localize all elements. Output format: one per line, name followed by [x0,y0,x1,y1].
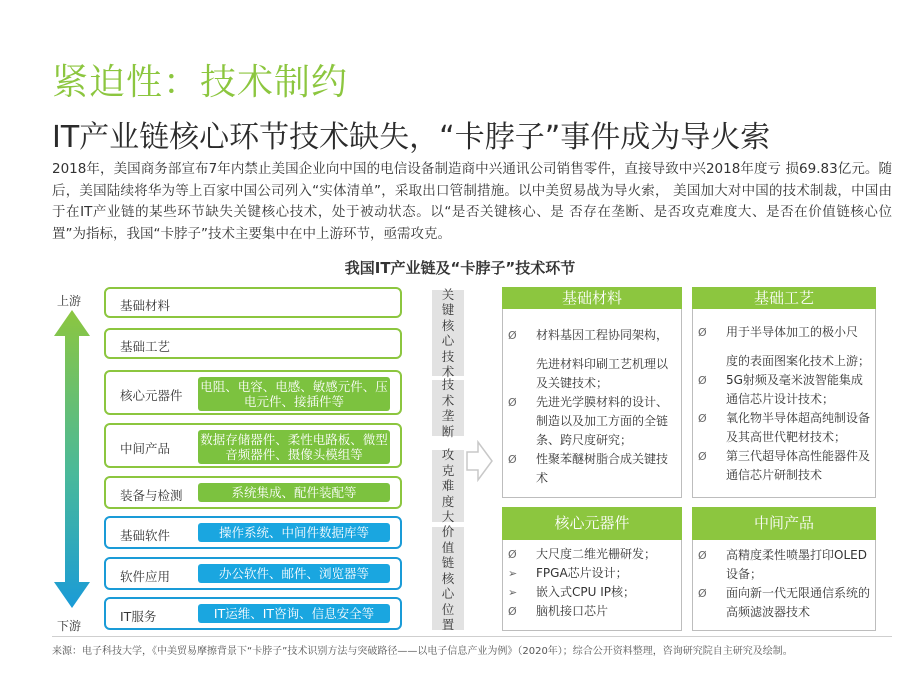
list-item: Ø 材料基因工程协同架构， [508,326,678,345]
panel-body-intermediate [698,546,872,622]
chain-row-label: 基础材料 [120,298,171,313]
chart-title: 我国IT产业链及“卡脖子”技术环节 [344,259,576,277]
chain-row-tag: 办公软件、邮件、浏览器等 [198,564,390,583]
upstream-label: 上游 [57,294,82,308]
up-down-arrow-icon [52,308,92,610]
criteria-label: 价值链核心位置 [441,524,455,633]
panel-body-process [698,323,872,485]
chain-row-tag: 电阻、电容、电感、敏感元件、压电元件、接插件等 [198,377,390,411]
chain-row-label: 装备与检测 [120,488,183,503]
chain-row-intermediate-products [104,423,402,468]
chain-row-basic-software [104,516,402,549]
chain-row-core-components [104,370,402,415]
criteria-label: 攻克难度大 [441,447,455,525]
list-item: Ø 第三代超导体高性能器件及通信芯片研制技术 [698,449,871,482]
list-item: Ø 5G射频及毫米波智能集成通信芯片设计技术； [698,373,863,406]
chain-row-software-apps [104,557,402,590]
criteria-difficulty [432,447,464,525]
list-item: ➢ 嵌入式CPU IP核； [508,583,678,602]
chain-row-label: IT服务 [120,609,157,624]
page-subtitle: IT产业链核心环节技术缺失，“卡脖子”事件成为导火索 [52,120,771,155]
panel-title: 中间产品 [692,507,876,540]
chain-row-tag: 数据存储器件、柔性电路板、微型音频器件、摄像头模组等 [198,430,390,464]
list-item: 度的表面图案化技术上游； [726,354,871,368]
arrow-bullet-icon: ➢ [508,586,518,599]
criteria-label: 关键核心技术 [441,286,455,379]
list-item: Ø 氧化物半导体超高纯制设备及其高世代靶材技术； [698,411,871,444]
footer-divider [52,636,892,637]
downstream-label: 下游 [57,619,82,633]
list-item: 先进材料印刷工艺机理以及关键技术； [536,357,669,390]
list-item: Ø 性聚苯醚树脂合成关键技术 [508,452,669,485]
chain-row-label: 软件应用 [120,569,171,584]
bullet-icon: Ø [698,374,707,387]
chain-row-label: 核心元器件 [120,388,183,403]
chain-row-tag: 操作系统、中间件数据库等 [198,523,390,542]
panel-title: 基础材料 [502,287,682,309]
bullet-icon: Ø [698,450,707,463]
chain-row-label: 中间产品 [120,441,171,456]
bullet-icon: Ø [508,329,517,342]
bullet-icon: Ø [508,453,517,466]
chain-row-tag: IT运维、IT咨询、信息安全等 [198,604,390,623]
bullet-icon: Ø [508,396,517,409]
page-title: 紧迫性：技术制约 [52,62,349,103]
chain-row-label: 基础软件 [120,528,171,543]
right-arrow-icon [466,440,494,482]
bullet-icon: Ø [698,412,707,425]
bullet-icon: Ø [508,605,517,618]
chain-row-equipment-testing [104,476,402,509]
list-item: Ø 高精度柔性喷墨打印OLED设备； [698,548,867,581]
list-item: Ø 脑机接口芯片 [508,602,678,621]
intro-paragraph: 2018年，美国商务部宣布7年内禁止美国企业向中国的电信设备制造商中兴通讯公司销售零件，直接导致中兴2018年度亏 损69.83亿元。随后，美国陆续将华为等上百家中国公司列入“实体清单”，采取出口管制措施。以中美贸易战为导火索， 美国加大对中国的技术制裁，中国由于在IT产业链的某些环节缺失关键核心技术，处于被动状态。以“是否关键核心、是 否存在垄断、是否攻克难度大、是否在价值链核心位置”为指标，我国“卡脖子”技术主要集中在中上游环节，亟需攻克。 [52,161,892,242]
panel-title: 基础工艺 [692,287,876,309]
criteria-label: 技术垄断 [441,377,455,439]
criteria-value-chain [432,524,464,633]
list-item: ➢ FPGA芯片设计； [508,564,678,583]
chain-row-it-services [104,597,402,630]
panel-body-components [508,545,678,621]
bullet-icon: Ø [698,587,707,600]
criteria-monopoly [432,377,464,439]
panel-body-materials [508,326,678,488]
chain-row-tag: 系统集成、配件装配等 [198,483,390,502]
list-item: Ø 先进光学膜材料的设计、制造以及加工方面的全链条、跨尺度研究； [508,395,669,447]
list-item: Ø 面向新一代无限通信系统的高频滤波器技术 [698,586,871,619]
bullet-icon: Ø [698,549,707,562]
list-item: Ø 用于半导体加工的极小尺 [698,323,872,342]
panel-title: 核心元器件 [502,507,682,540]
source-footer: 来源：电子科技大学，《中美贸易摩擦背景下“卡脖子”技术识别方法与突破路径——以电子信息产业为例》（2020年）；综合公开资料整理，咨询研究院自主研究及绘制。 [52,646,793,657]
chain-row-label: 基础工艺 [120,339,171,354]
list-item: Ø 大尺度二维光栅研发； [508,545,678,564]
chain-row-basic-materials [104,287,402,318]
chain-row-basic-process [104,328,402,359]
bullet-icon: Ø [698,326,707,339]
bullet-icon: Ø [508,548,517,561]
criteria-key-core [432,286,464,379]
arrow-bullet-icon: ➢ [508,567,518,580]
